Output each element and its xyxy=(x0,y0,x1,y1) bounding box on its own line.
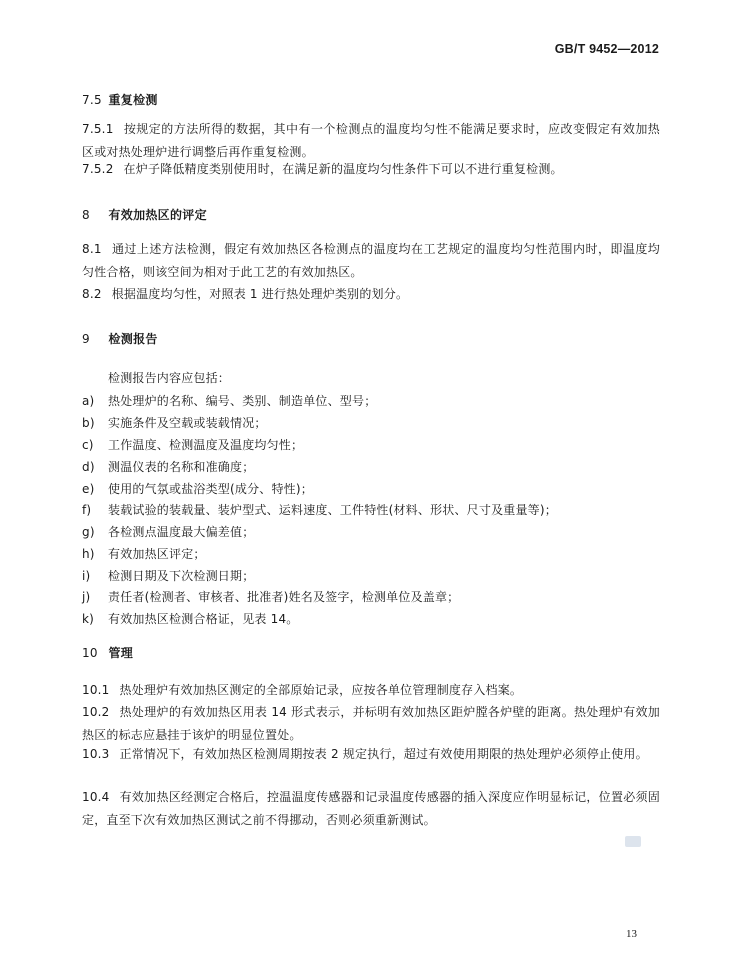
clause-8-2 xyxy=(82,283,660,306)
list-item xyxy=(82,523,254,540)
list-text: 测温仪表的名称和准确度； xyxy=(108,460,255,474)
list-label: d) xyxy=(82,460,95,474)
list-item xyxy=(82,501,557,518)
list-label: k) xyxy=(82,612,95,626)
clause-8-1 xyxy=(82,238,660,284)
list-label: a) xyxy=(82,394,95,408)
clause-text: 热处理炉有效加热区测定的全部原始记录，应按各单位管理制度存入档案。 xyxy=(119,683,523,697)
section-title: 管理 xyxy=(108,646,134,660)
clause-10-2 xyxy=(82,701,660,747)
list-item xyxy=(82,567,254,584)
clause-number: 7.5.2 xyxy=(82,162,114,176)
clause-number: 10.2 xyxy=(82,705,110,719)
page-number: 13 xyxy=(626,928,637,940)
list-label: f) xyxy=(82,503,92,517)
clause-text: 通过上述方法检测，假定有效加热区各检测点的温度均在工艺规定的温度均匀性范围内时，即温度均匀性合格，则该空间为相对于此工艺的有效加热区。 xyxy=(82,242,660,279)
list-item xyxy=(82,588,459,605)
list-label: c) xyxy=(82,438,94,452)
section-heading-9 xyxy=(82,330,158,347)
clause-number: 8.2 xyxy=(82,287,102,301)
clause-number: 10.4 xyxy=(82,790,110,804)
clause-10-4 xyxy=(82,786,660,832)
clause-text: 根据温度均匀性，对照表 1 进行热处理炉类别的划分。 xyxy=(111,287,409,301)
section-number: 8 xyxy=(82,208,90,222)
clause-number: 8.1 xyxy=(82,242,102,256)
list-label: e) xyxy=(82,482,95,496)
list-text: 实施条件及空载或装载情况； xyxy=(108,416,267,430)
list-item xyxy=(82,458,254,475)
list-text: 责任者(检测者、审核者、批准者)姓名及签字，检测单位及盖章； xyxy=(108,590,460,604)
section-number: 9 xyxy=(82,332,90,346)
section-title: 重复检测 xyxy=(108,93,158,107)
list-text: 热处理炉的名称、编号、类别、制造单位、型号； xyxy=(108,394,377,408)
clause-10-3 xyxy=(82,743,660,766)
clause-number: 7.5.1 xyxy=(82,122,114,136)
list-text: 各检测点温度最大偏差值； xyxy=(108,525,255,539)
list-label: g) xyxy=(82,525,95,539)
clause-number: 10.3 xyxy=(82,747,110,761)
list-text: 装载试验的装载量、装炉型式、运料速度、工件特性(材料、形状、尺寸及重量等)； xyxy=(108,503,557,517)
list-item xyxy=(82,480,313,497)
list-item xyxy=(82,545,206,562)
section-number: 10 xyxy=(82,646,98,660)
list-text: 有效加热区评定； xyxy=(108,547,206,561)
list-label: h) xyxy=(82,547,95,561)
section-number: 7.5 xyxy=(82,93,102,107)
section-heading-7-5 xyxy=(82,91,158,108)
clause-text: 正常情况下，有效加热区检测周期按表 2 规定执行，超过有效使用期限的热处理炉必须停止使用。 xyxy=(119,747,648,761)
list-text: 工作温度、检测温度及温度均匀性； xyxy=(108,438,304,452)
standard-code: GB/T 9452—2012 xyxy=(554,42,659,56)
section-title: 检测报告 xyxy=(108,332,158,346)
section-heading-8 xyxy=(82,206,207,223)
clause-text: 有效加热区经测定合格后，控温温度传感器和记录温度传感器的插入深度应作明显标记，位置必须固定，直至下次有效加热区测试之前不得挪动，否则必须重新测试。 xyxy=(82,790,660,827)
watermark-logo-icon xyxy=(625,836,641,847)
section-title: 有效加热区的评定 xyxy=(108,208,207,222)
list-item xyxy=(82,436,303,453)
list-text: 使用的气氛或盐浴类型(成分、特性)； xyxy=(108,482,313,496)
list-text: 有效加热区检测合格证，见表 14。 xyxy=(108,612,299,626)
clause-10-1 xyxy=(82,679,660,702)
list-label: j) xyxy=(82,590,91,604)
report-intro: 检测报告内容应包括： xyxy=(108,371,231,385)
clause-number: 10.1 xyxy=(82,683,110,697)
clause-text: 在炉子降低精度类别使用时，在满足新的温度均匀性条件下可以不进行重复检测。 xyxy=(123,162,563,176)
list-label: b) xyxy=(82,416,95,430)
list-item xyxy=(82,392,376,409)
list-item xyxy=(82,414,267,431)
list-text: 检测日期及下次检测日期； xyxy=(108,569,255,583)
clause-7-5-2 xyxy=(82,158,660,181)
clause-text: 热处理炉的有效加热区用表 14 形式表示，并标明有效加热区距炉膛各炉壁的距离。热处理炉有效加热区的标志应悬挂于该炉的明显位置处。 xyxy=(82,705,660,742)
list-item xyxy=(82,610,299,627)
clause-text: 按规定的方法所得的数据，其中有一个检测点的温度均匀性不能满足要求时，应改变假定有效加热区或对热处理炉进行调整后再作重复检测。 xyxy=(82,122,660,159)
section-heading-10 xyxy=(82,644,133,661)
list-label: i) xyxy=(82,569,91,583)
